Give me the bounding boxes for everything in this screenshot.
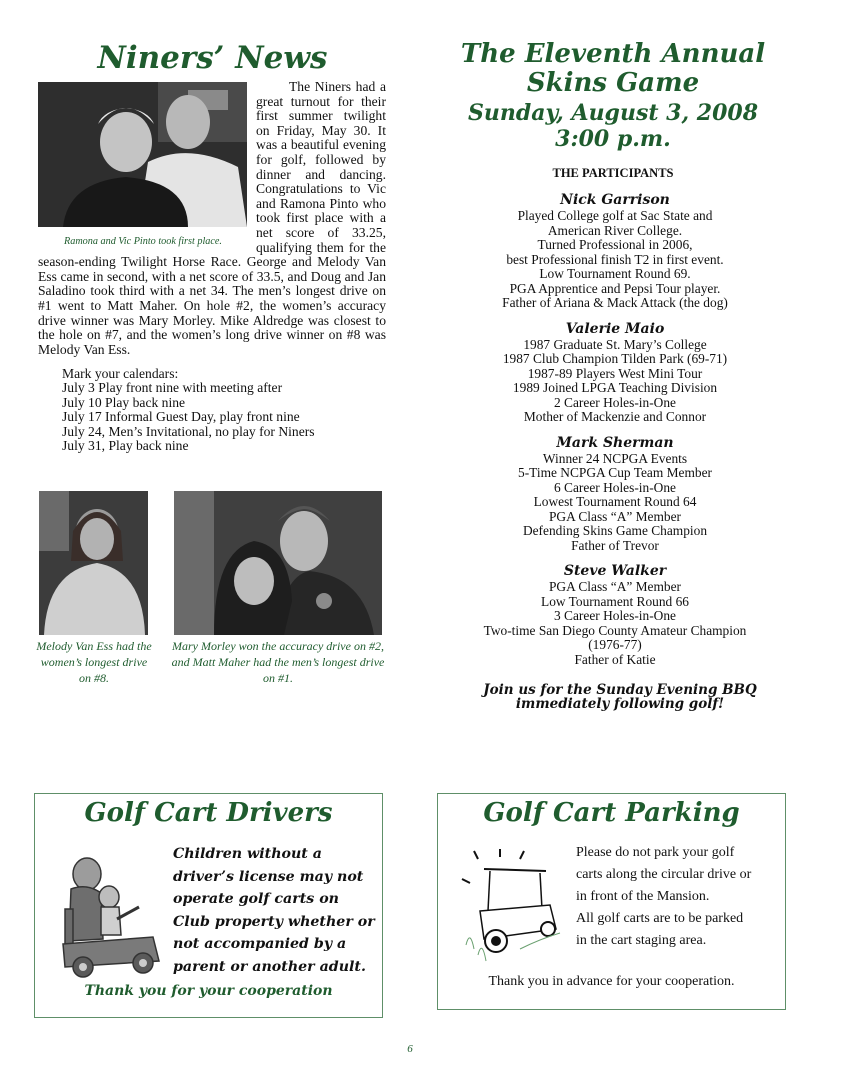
participant-detail: 1989 Joined LPGA Teaching Division (512, 380, 718, 395)
parking-line: in the cart staging area. (576, 933, 707, 948)
participant-name: Mark Sherman (556, 434, 674, 451)
participant-name: Valerie Maio (565, 320, 665, 337)
participant-detail: Father of Katie (574, 651, 656, 667)
participant-detail: (1976-77) (588, 637, 642, 652)
participant-detail: 6 Career Holes-in-One (554, 479, 676, 495)
parking-line: carts along the circular drive or (576, 867, 752, 882)
photo-ramona-vic-pinto (38, 82, 247, 227)
participant-nick-garrison (440, 192, 790, 311)
event-time: 3:00 p.m. (555, 126, 671, 152)
golf-cart-drivers-box (34, 793, 383, 1018)
participant-steve-walker (440, 563, 790, 667)
calendar-list (62, 367, 315, 453)
page-number: 6 (407, 1043, 413, 1055)
skins-game-title (448, 40, 778, 98)
photo-caption-mary: Mary Morley won the accuracy drive on #2, and Matt Maher had the men’s longest drive on #1. (171, 639, 385, 685)
calendar-item: July 17 Informal Guest Day, play front nine (62, 409, 300, 425)
participant-detail: 1987 Club Champion Tilden Park (69-71) (502, 351, 728, 366)
golf-cart-drivers-title: Golf Cart Drivers (84, 798, 333, 828)
participant-detail: 1987-89 Players West Mini Tour (527, 365, 703, 381)
participant-detail: Low Tournament Round 66 (541, 593, 689, 609)
bbq-line2: immediately following golf! (515, 696, 725, 712)
golf-cart-drivers-thanks: Thank you for your cooperation (84, 983, 333, 999)
golf-cart-icon (460, 849, 570, 969)
participant-detail: Winner 24 NCPGA Events (542, 450, 688, 466)
participant-detail: Father of Trevor (571, 537, 659, 553)
participant-detail: Lowest Tournament Round 64 (533, 494, 697, 509)
participant-detail: best Professional finish T2 in first event. (506, 251, 724, 267)
parking-line: Please do not park your golf (576, 845, 735, 860)
event-date: Sunday, August 3, 2008 (467, 100, 759, 126)
participant-detail: Two-time San Diego County Amateur Champion (483, 622, 747, 638)
calendar-item: July 31, Play back nine (62, 438, 189, 454)
participant-detail: Played College golf at Sac State and (517, 208, 713, 223)
participant-name: Nick Garrison (560, 192, 670, 208)
golf-cart-parking-title: Golf Cart Parking (483, 798, 740, 828)
article-text: The Niners had a great turnout for their first summer twilight on Friday, May 30. It was a beautiful evening for golf, followed by dinner and dancing. Congratulations to Vic and Ramona Pinto who took first place with a net score of 33.25, qualifying them for the season-ending Twilight Horse Race. George and Melody Van Ess came in second, with a net score of 33.5, and Doug and Jan Saladino took third with a net 34. The men’s longest drive on #1 went to Matt Maher. On hole #2, the women’s accuracy drive winner was Mary Morley. Mike Aldredge was closest to the hole on #7, and the women’s long drive winner on #8 was Melody Van Ess. (38, 79, 386, 357)
participant-detail: 1987 Graduate St. Mary’s College (523, 336, 707, 352)
niners-news-title: Niners’ News (97, 40, 328, 76)
participant-detail: 2 Career Holes-in-One (554, 394, 676, 410)
participant-detail: Turned Professional in 2006, (537, 237, 693, 252)
golf-cart-drivers-notice: Children without a driver’s license may not operate golf carts on Club property whether or not accompanied by a parent or another adult. (173, 846, 375, 975)
golf-cart-parking-box (437, 793, 786, 1010)
golf-cart-parking-notice (576, 842, 781, 952)
participant-detail: Defending Skins Game Champion (522, 523, 708, 538)
calendar-heading: Mark your calendars: (62, 366, 179, 381)
participant-detail: PGA Class “A” Member (548, 508, 682, 524)
participant-detail: Low Tournament Round 69. (539, 266, 691, 281)
calendar-item: July 24, Men’s Invitational, no play for Niners (62, 423, 315, 439)
photo-caption-pinto: Ramona and Vic Pinto took first place. (64, 236, 222, 247)
calendar-item: July 10 Play back nine (62, 394, 186, 410)
participant-detail: 5-Time NCPGA Cup Team Member (518, 465, 712, 480)
parking-line: All golf carts are to be parked (576, 911, 744, 926)
participant-valerie-maio (440, 321, 790, 425)
calendar-item: July 3 Play front nine with meeting after (62, 380, 283, 396)
participant-detail: 3 Career Holes-in-One (554, 608, 676, 623)
participants-list (440, 192, 790, 677)
participant-name: Steve Walker (563, 563, 667, 579)
parking-line: in front of the Mansion. (576, 889, 710, 904)
skins-title-line2: Skins Game (526, 68, 700, 98)
photo-melody-van-ess (39, 491, 148, 635)
participant-detail: American River College. (547, 222, 683, 238)
participants-heading: THE PARTICIPANTS (552, 166, 674, 180)
skins-game-date (448, 100, 778, 152)
participant-detail: PGA Apprentice and Pepsi Tour player. (509, 280, 721, 296)
participant-mark-sherman (440, 435, 790, 554)
photo-mary-morley-matt-maher (174, 491, 382, 635)
participant-detail: PGA Class “A” Member (548, 579, 682, 594)
bbq-invitation (460, 683, 780, 711)
participant-detail: Father of Ariana & Mack Attack (the dog) (502, 295, 728, 310)
bbq-line1: Join us for the Sunday Evening BBQ (483, 682, 757, 698)
participant-detail: Mother of Mackenzie and Connor (523, 409, 707, 424)
skins-title-line1: The Eleventh Annual (460, 39, 766, 69)
cart-driver-illustration (57, 849, 167, 979)
golf-cart-parking-thanks: Thank you in advance for your cooperation. (488, 974, 735, 989)
photo-caption-melody: Melody Van Ess had the women’s longest drive on #8. (36, 639, 152, 685)
